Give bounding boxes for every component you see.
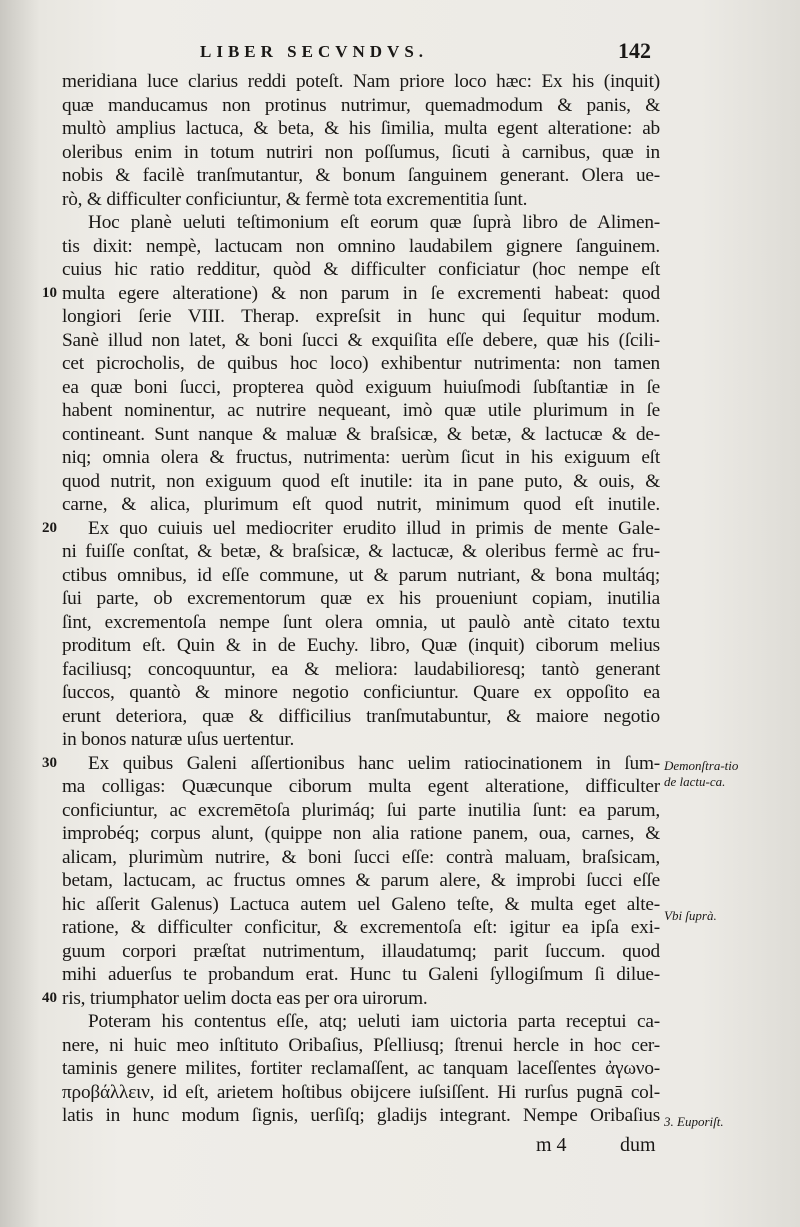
text-line: faciliusq; concoquuntur, ea & meliora: laudabilioresq; tantò generant [62,658,660,680]
text-line: Ex quo cuiuis uel mediocriter erudito illud in primis de mente Gale- [88,517,660,539]
signature-mark: m 4 [536,1134,567,1156]
text-line: longiori ſerie VIII. Therap. expreſsit in hunc qui ſequitur modum. [62,306,660,327]
text-line: hic aſſerit Galenus) Lactuca autem uel Galeno teſte, & multa eget alte- [62,893,660,915]
text-line: ris, triumphator uelim docta eas per ora uirorum. [62,987,428,1009]
text-line: taminis genere milites, fortiter reclamaſſent, ac tanquam laceſſentes ἀγωνο- [62,1058,660,1079]
page-footer [0,1134,800,1162]
text-line: Poteram his contentus eſſe, atq; ueluti iam uictoria parta receptui ca- [88,1011,660,1032]
text-line: alicam, plurimùm nutrire, & boni ſucci eſſe: contrà maluam, braſsicam, [62,846,660,868]
text-line: quæ manducamus non protinus nutrimur, quemadmodum & panis, & [62,94,660,116]
text-line: multò amplius lactuca, & beta, & his ſimilia, multa egent alteratione: ab [62,118,660,139]
text-line: contineant. Sunt nanque & maluæ & braſsicæ, & betæ, & lactucæ & de- [62,423,660,445]
text-line: improbéq; corpus alunt, (quippe non alia ratione panem, oua, carnes, & [62,823,660,844]
text-line: meridiana luce clarius reddi poteſt. Nam priore loco hæc: Ex his (inquit) [62,71,660,92]
text-line: cet picrocholis, de quibus hoc loco) exhibentur nutrimenta: non tamen [62,353,660,374]
main-text [62,70,660,1128]
text-line: ni fuiſſe conſtat, & betæ, & braſsicæ, & lactucæ, & oleribus fermè ac fru- [62,541,660,562]
text-line: Hoc planè ueluti teſtimonium eſt eorum quæ ſuprà libro de Alimen- [88,212,660,233]
text-line: Ex quibus Galeni aſſertionibus hanc uelim ratiocinationem in ſum- [88,752,660,774]
text-line: guum corpori præſtat nutrimentum, illaudatumq; parit ſuccum. quod [62,940,660,962]
running-title: LIBER SECVNDVS. [200,42,429,61]
text-line: betam, lactucam, ac fructus omnes & parum alere, & improbi ſucci eſſe [62,870,660,891]
line-number: 10 [42,285,57,301]
text-line: nobis & facilè tranſmutantur, & bonum ſanguinem generant. Olera ue- [62,165,660,186]
text-line: oleribus enim in totum nutriri non poſſumus, ſicuti à carnibus, quæ in [62,141,660,163]
text-line: ctibus omnibus, id eſſe commune, ut & parum nutriant, & bona multáq; [62,564,660,586]
margin-note: Demonſtra-tio de lactu-ca. [664,758,739,789]
text-line: nere, ni huic meo inſtituto Oribaſius, Pſelliusq; ſtrenui hercle in hoc cer- [62,1034,660,1056]
text-line: niq; omnia olera & fructus, nutrimenta: uerùm ſicut in his exiguum eſt [62,447,660,468]
text-line: latis in hunc modum ſignis, uerſiſq; gladijs integrant. Nempe Oribaſius [62,1105,660,1126]
text-line: tis dixit: nempè, lactucam non omnino laudabilem gignere ſanguinem. [62,235,660,257]
text-line: habent nominentur, ac nutrire nequeant, imò quæ utile plurimum in ſe [62,400,660,421]
text-line: in bonos naturæ uſus uertentur. [62,729,295,750]
text-line: rò, & difficulter conficiuntur, & fermè tota excrementitia ſunt. [62,188,528,210]
text-line: proditum eſt. Quin & in de Euchy. libro, Quæ (inquit) ciborum melius [62,635,660,656]
text-line: ſint, excrementoſa nempe ſunt olera omnia, ut paulò antè citato textu [62,611,660,633]
text-line: Sanè illud non latet, & boni ſucci & exquiſita eſſe debere, quæ his (ſcili- [62,329,660,351]
text-line: ea quæ boni ſucci, propterea quòd exiguum huiuſmodi ſubſtantiæ in ſe [62,376,660,398]
margin-note: Vbi ſuprà. [664,908,717,923]
text-line: mihi aduerſus te probandum erat. Hunc tu Galeni ſyllogiſmum ſi dilue- [62,964,660,985]
line-number: 20 [42,520,57,536]
text-line: ma colligas: Quæcunque ciborum multa egent alteratione, difficulter [62,776,660,797]
page-number: 142 [618,38,651,63]
text-line: carne, & alica, plurimum eſt quod nutrit, minimum quod eſt inutile. [62,494,660,515]
text-line: προβάλλειν, id eſt, arietem hoſtibus obijcere iuſsiſſent. Hi rurſus pugnā col- [62,1081,660,1103]
page-header [0,38,800,70]
text-line: ſui parte, ob excrementorum quæ ex his proueniunt copiam, inutilia [62,588,660,609]
text-line: cuius hic ratio redditur, quòd & difficulter conficiatur (hoc nempe eſt [62,259,660,280]
text-line: erunt deteriora, quæ & difficilius tranſmutabuntur, & maiore negotio [62,705,660,727]
text-line: conficiuntur, ac excremētoſa plurimáq; ſui parte inutilia ſunt: ea parum, [62,799,660,821]
line-number: 30 [42,755,57,771]
text-line: ſuccos, quantò & minore negotio conficiuntur. Quare ex oppoſito ea [62,682,660,703]
text-line: quod nutrit, non exiguum quod eſt inutile: ita in pane puto, & ouis, & [62,470,660,492]
text-line: ratione, & difficulter conficitur, & excrementoſa eſt: igitur ea ipſa exi- [62,917,660,938]
text-line: multa egere alteratione) & non parum in ſe excrementi habeat: quod [62,282,660,304]
margin-note: 3. Euporiſt. [664,1114,724,1129]
line-number: 40 [42,990,57,1006]
catchword: dum [620,1134,656,1156]
